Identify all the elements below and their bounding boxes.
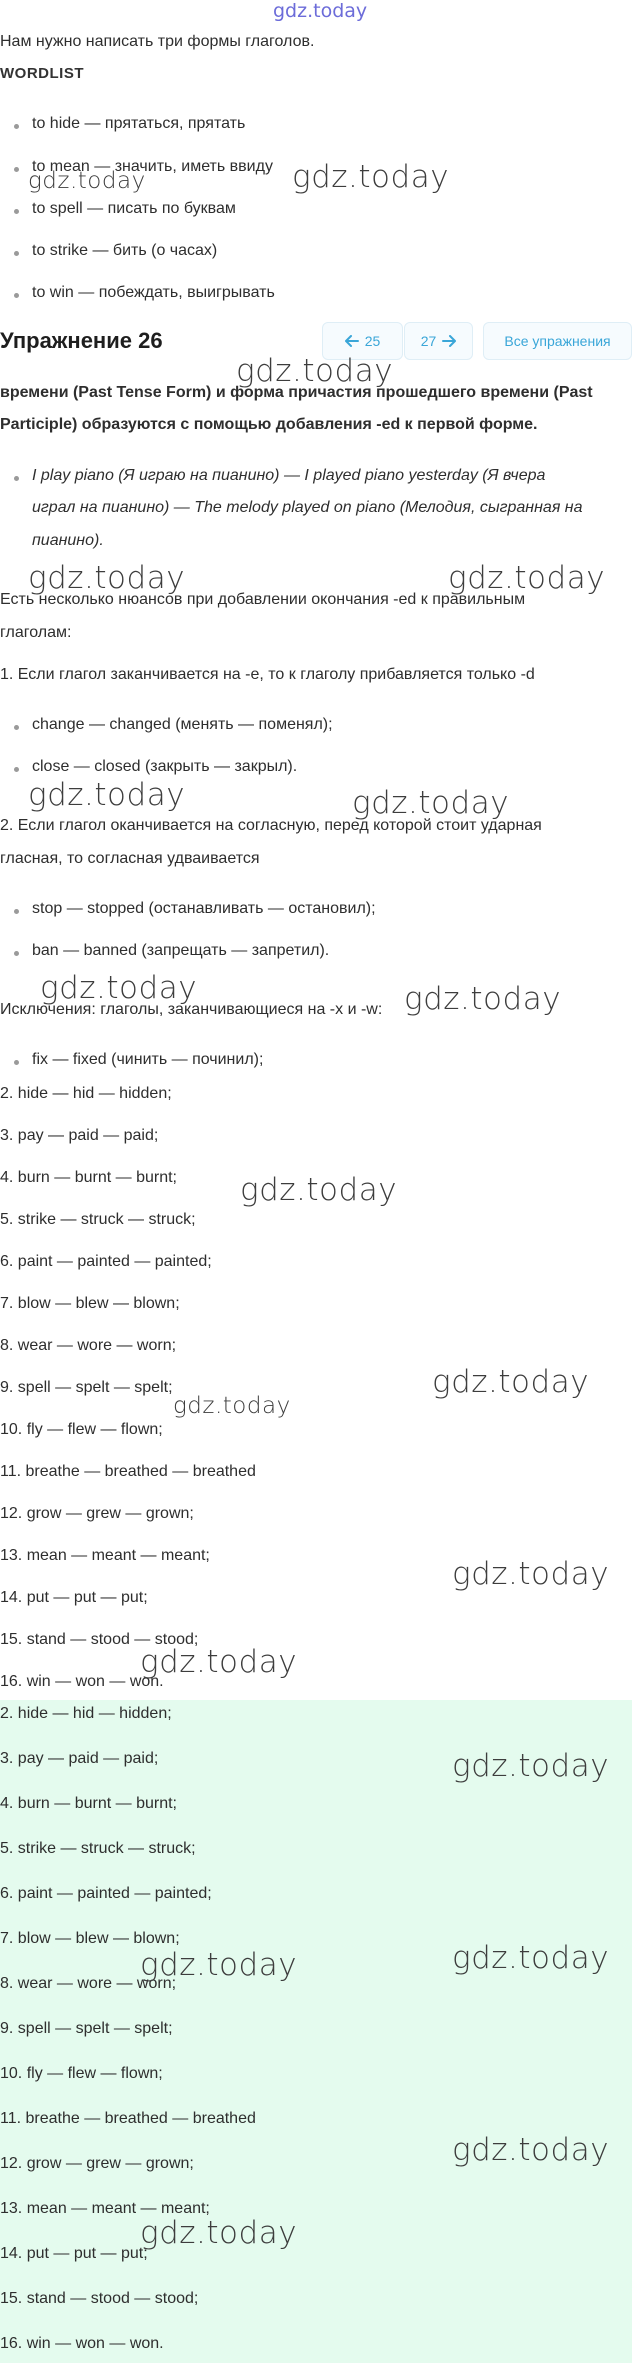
answer-line: 7. blow — blew — blown; — [0, 1295, 180, 1312]
bullet-icon — [14, 124, 19, 129]
list-item: close — closed (закрыть — закрыл). — [32, 758, 298, 775]
next-exercise-button[interactable] — [404, 322, 473, 360]
answer-line: 8. wear — wore — worn; — [0, 1337, 177, 1354]
arrow-left-icon — [345, 335, 359, 347]
answer-line: 12. grow — grew — grown; — [0, 1505, 194, 1522]
bullet-icon — [14, 167, 19, 172]
answer-line: 8. wear — wore — worn; — [0, 1975, 177, 1992]
bullet-icon — [14, 951, 19, 956]
answer-line: 4. burn — burnt — burnt; — [0, 1795, 177, 1812]
list-item: to mean — значить, иметь ввиду — [32, 158, 273, 175]
answer-line: 4. burn — burnt — burnt; — [0, 1169, 177, 1186]
bullet-icon — [14, 209, 19, 214]
answer-line: 15. stand — stood — stood; — [0, 1631, 199, 1648]
answer-line: 14. put — put — put; — [0, 2245, 148, 2262]
watermark-text: gdz.today — [452, 1556, 610, 1592]
bullet-icon — [14, 725, 19, 730]
answer-line: 3. pay — paid — paid; — [0, 1750, 159, 1767]
watermark-text: gdz.today — [452, 1940, 610, 1976]
nuance-line: Есть несколько нюансов при добавлении окончания -ed к правильным — [0, 591, 526, 608]
list-item: stop — stopped (останавливать — остановил); — [32, 900, 376, 917]
bullet-icon — [14, 293, 19, 298]
watermark-text: gdz.today — [352, 785, 510, 821]
next-exercise-label: 27 — [420, 333, 437, 349]
answer-line: 13. mean — meant — meant; — [0, 1547, 210, 1564]
list-item: fix — fixed (чинить — починил); — [32, 1051, 264, 1068]
watermark-text: gdz.today — [448, 560, 606, 596]
answer-line: 10. fly — flew — flown; — [0, 2065, 163, 2082]
answer-line: 3. pay — paid — paid; — [0, 1127, 159, 1144]
bullet-icon — [14, 909, 19, 914]
watermark-text: gdz.today — [173, 1393, 291, 1419]
bullet-icon — [14, 1060, 19, 1065]
watermark-text: gdz.today — [452, 1748, 610, 1784]
bullet-icon — [14, 251, 19, 256]
example-line: играл на пианино) — The melody played on piano (Мелодия, сыгранная на — [32, 499, 583, 516]
arrow-right-icon — [442, 335, 456, 347]
answer-line: 13. mean — meant — meant; — [0, 2200, 210, 2217]
answer-line: 6. paint — painted — painted; — [0, 1885, 212, 1902]
list-item: change — changed (менять — поменял); — [32, 716, 333, 733]
bullet-icon — [14, 767, 19, 772]
exceptions-text: Исключения: глаголы, заканчивающиеся на -x и -w: — [0, 1001, 383, 1018]
rule-line: Participle) образуются с помощью добавления -ed к первой форме. — [0, 416, 538, 433]
answer-line: 11. breathe — breathed — breathed — [0, 2110, 256, 2127]
watermark-text: gdz.today — [404, 981, 562, 1017]
example-line: пианино). — [32, 532, 104, 549]
bullet-icon — [14, 476, 19, 481]
watermark-text: gdz.today — [28, 168, 146, 194]
watermark-text: gdz.today — [140, 2215, 298, 2251]
answer-line: 14. put — put — put; — [0, 1589, 148, 1606]
answer-line: 7. blow — blew — blown; — [0, 1930, 180, 1947]
watermark-text: gdz.today — [452, 2132, 610, 2168]
answer-line: 2. hide — hid — hidden; — [0, 1705, 172, 1722]
list-item: to win — побеждать, выигрывать — [32, 284, 275, 301]
answer-line: 5. strike — struck — struck; — [0, 1840, 196, 1857]
intro-text: Нам нужно написать три формы глаголов. — [0, 33, 315, 50]
watermark-text: gdz.today — [140, 1947, 298, 1983]
answer-line: 9. spell — spelt — spelt; — [0, 2020, 173, 2037]
watermark-text: gdz.today — [28, 560, 186, 596]
prev-exercise-label: 25 — [364, 333, 381, 349]
list-item: to spell — писать по буквам — [32, 200, 236, 217]
watermark-text: gdz.today — [40, 970, 198, 1006]
wordlist-title: WORDLIST — [0, 65, 84, 82]
answer-line: 5. strike — struck — struck; — [0, 1211, 196, 1228]
answer-line: 2. hide — hid — hidden; — [0, 1085, 172, 1102]
list-item: to strike — бить (о часах) — [32, 242, 218, 259]
answer-line: 11. breathe — breathed — breathed — [0, 1463, 256, 1480]
point-2: гласная, то согласная удваивается — [0, 850, 260, 867]
watermark-text: gdz.today — [236, 353, 394, 389]
watermark-text: gdz.today — [240, 1172, 398, 1208]
answer-line: 10. fly — flew — flown; — [0, 1421, 163, 1438]
answer-line: 16. win — won — won. — [0, 2335, 164, 2352]
nuance-line: глаголам: — [0, 624, 72, 641]
watermark-text: gdz.today — [140, 1644, 298, 1680]
answer-line: 12. grow — grew — grown; — [0, 2155, 194, 2172]
rule-line: времени (Past Tense Form) и форма причастия прошедшего времени (Past — [0, 384, 593, 401]
answer-line: 16. win — won — won. — [0, 1673, 164, 1690]
answer-line: 9. spell — spelt — spelt; — [0, 1379, 173, 1396]
answer-line: 6. paint — painted — painted; — [0, 1253, 212, 1270]
watermark-text: gdz.today — [292, 159, 450, 195]
example-line: I play piano (Я играю на пианино) — I played piano yesterday (Я вчера — [32, 467, 546, 484]
list-item: ban — banned (запрещать — запретил). — [32, 942, 330, 959]
watermark-text: gdz.today — [432, 1364, 590, 1400]
all-exercises-button[interactable]: Все упражнения — [483, 322, 632, 360]
point-2: 2. Если глагол оканчивается на согласную, перед которой стоит ударная — [0, 817, 542, 834]
point-1: 1. Если глагол заканчивается на -e, то к глаголу прибавляется только -d — [0, 666, 535, 683]
list-item: to hide — прятаться, прятать — [32, 115, 246, 132]
site-logo[interactable]: gdz.today — [273, 0, 368, 22]
exercise-title: Упражнение 26 — [0, 328, 163, 353]
answer-line: 15. stand — stood — stood; — [0, 2290, 199, 2307]
watermark-text: gdz.today — [28, 777, 186, 813]
